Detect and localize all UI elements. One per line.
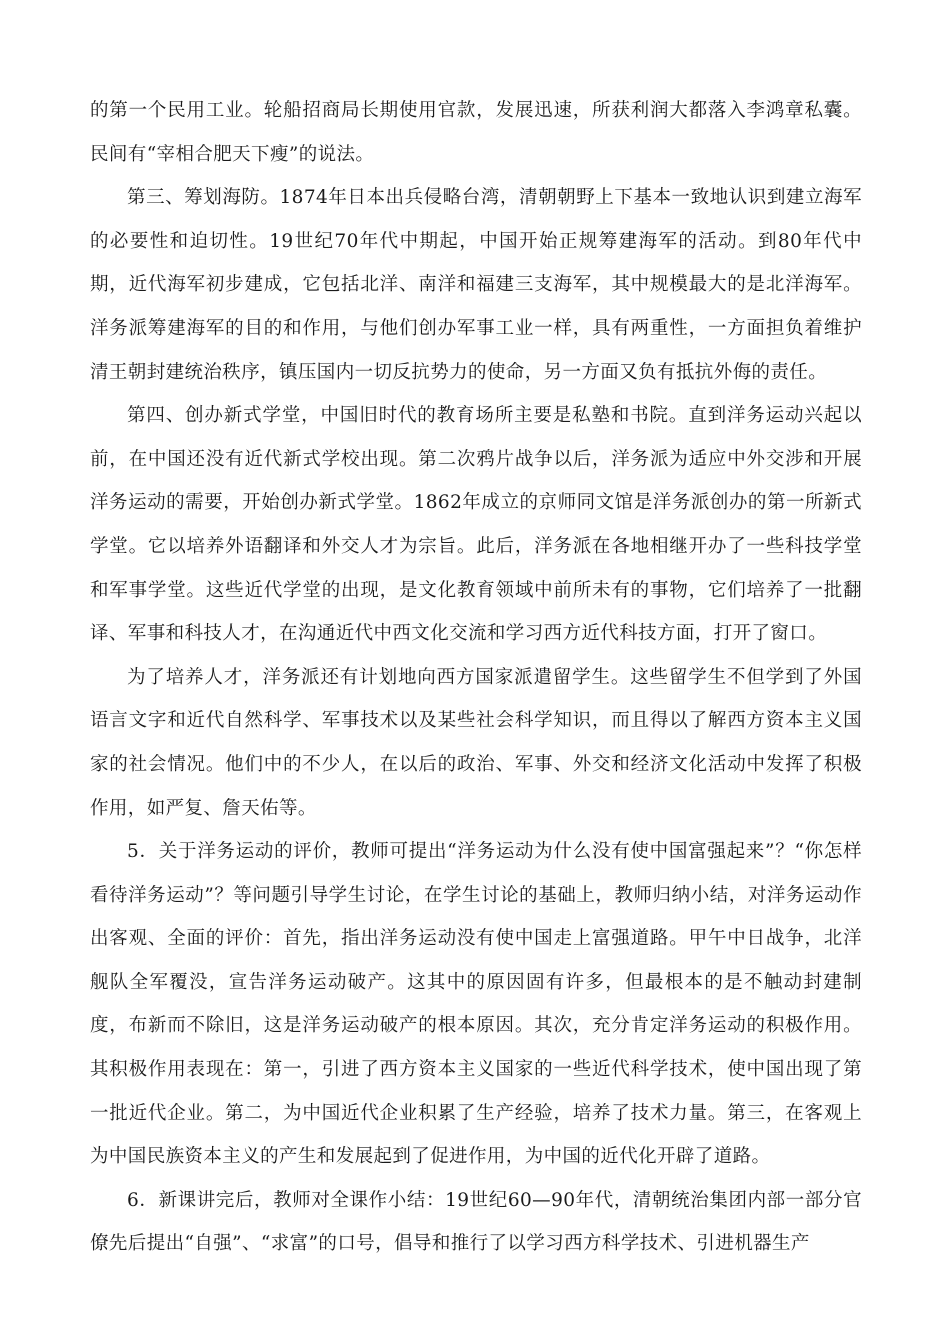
paragraph-new-schools: 第四、创办新式学堂，中国旧时代的教育场所主要是私塾和书院。直到洋务运动兴起以前，在中国还没有近代新式学校出现。第二次鸦片战争以后，洋务派为适应中外交涉和开展洋务运动的需要，开始创办新式学堂。1862年成立的京师同文馆是洋务派创办的第一所新式学堂。它以培养外语翻译和外交人才为宗旨。此后，洋务派在各地相继开办了一些科技学堂和军事学堂。这些近代学堂的出现，是文化教育领域中前所未有的事物，它们培养了一批翻译、军事和科技人才，在沟通近代中西文化交流和学习西方近代科技方面，打开了窗口。 <box>90 405 862 645</box>
paragraph-summary: 6．新课讲完后，教师对全课作小结：19世纪60—90年代，清朝统治集团内部一部分官僚先后提出“自强”、“求富”的口号，倡导和推行了以学习西方科学技术、引进机器生产 <box>90 1189 862 1255</box>
paragraph-evaluation: 5．关于洋务运动的评价，教师可提出“洋务运动为什么没有使中国富强起来”？“你怎样看待洋务运动”？等问题引导学生讨论，在学生讨论的基础上，教师归纳小结，对洋务运动作出客观、全面的评价：首先，指出洋务运动没有使中国走上富强道路。甲午中日战争，北洋舰队全军覆没，宣告洋务运动破产。这其中的原因固有许多，但最根本的是不触动封建制度，布新而不除旧，这是洋务运动破产的根本原因。其次，充分肯定洋务运动的积极作用。其积极作用表现在：第一，引进了西方资本主义国家的一些近代科学技术，使中国出现了第一批近代企业。第二，为中国近代企业积累了生产经验，培养了技术力量。第三，在客观上为中国民族资本主义的产生和发展起到了促进作用，为中国的近代化开辟了道路。 <box>90 841 862 1168</box>
paragraph-overseas-students: 为了培养人才，洋务派还有计划地向西方国家派遣留学生。这些留学生不但学到了外国语言文字和近代自然科学、军事技术以及某些社会科学知识，而且得以了解西方资本主义国家的社会情况。他们中的不少人，在以后的政治、军事、外交和经济文化活动中发挥了积极作用，如严复、詹天佑等。 <box>90 666 862 819</box>
paragraph-civil-industry: 的第一个民用工业。轮船招商局长期使用官款，发展迅速，所获利润大都落入李鸿章私囊。民间有“宰相合肥天下瘦”的说法。 <box>90 100 862 165</box>
paragraph-naval-defense: 第三、筹划海防。1874年日本出兵侵略台湾，清朝朝野上下基本一致地认识到建立海军的必要性和迫切性。19世纪70年代中期起，中国开始正规筹建海军的活动。到80年代中期，近代海军初步建成，它包括北洋、南洋和福建三支海军，其中规模最大的是北洋海军。洋务派筹建海军的目的和作用，与他们创办军事工业一样，具有两重性，一方面担负着维护清王朝封建统治秩序，镇压国内一切反抗势力的使命，另一方面又负有抵抗外侮的责任。 <box>90 187 862 383</box>
document-page <box>90 89 862 1266</box>
